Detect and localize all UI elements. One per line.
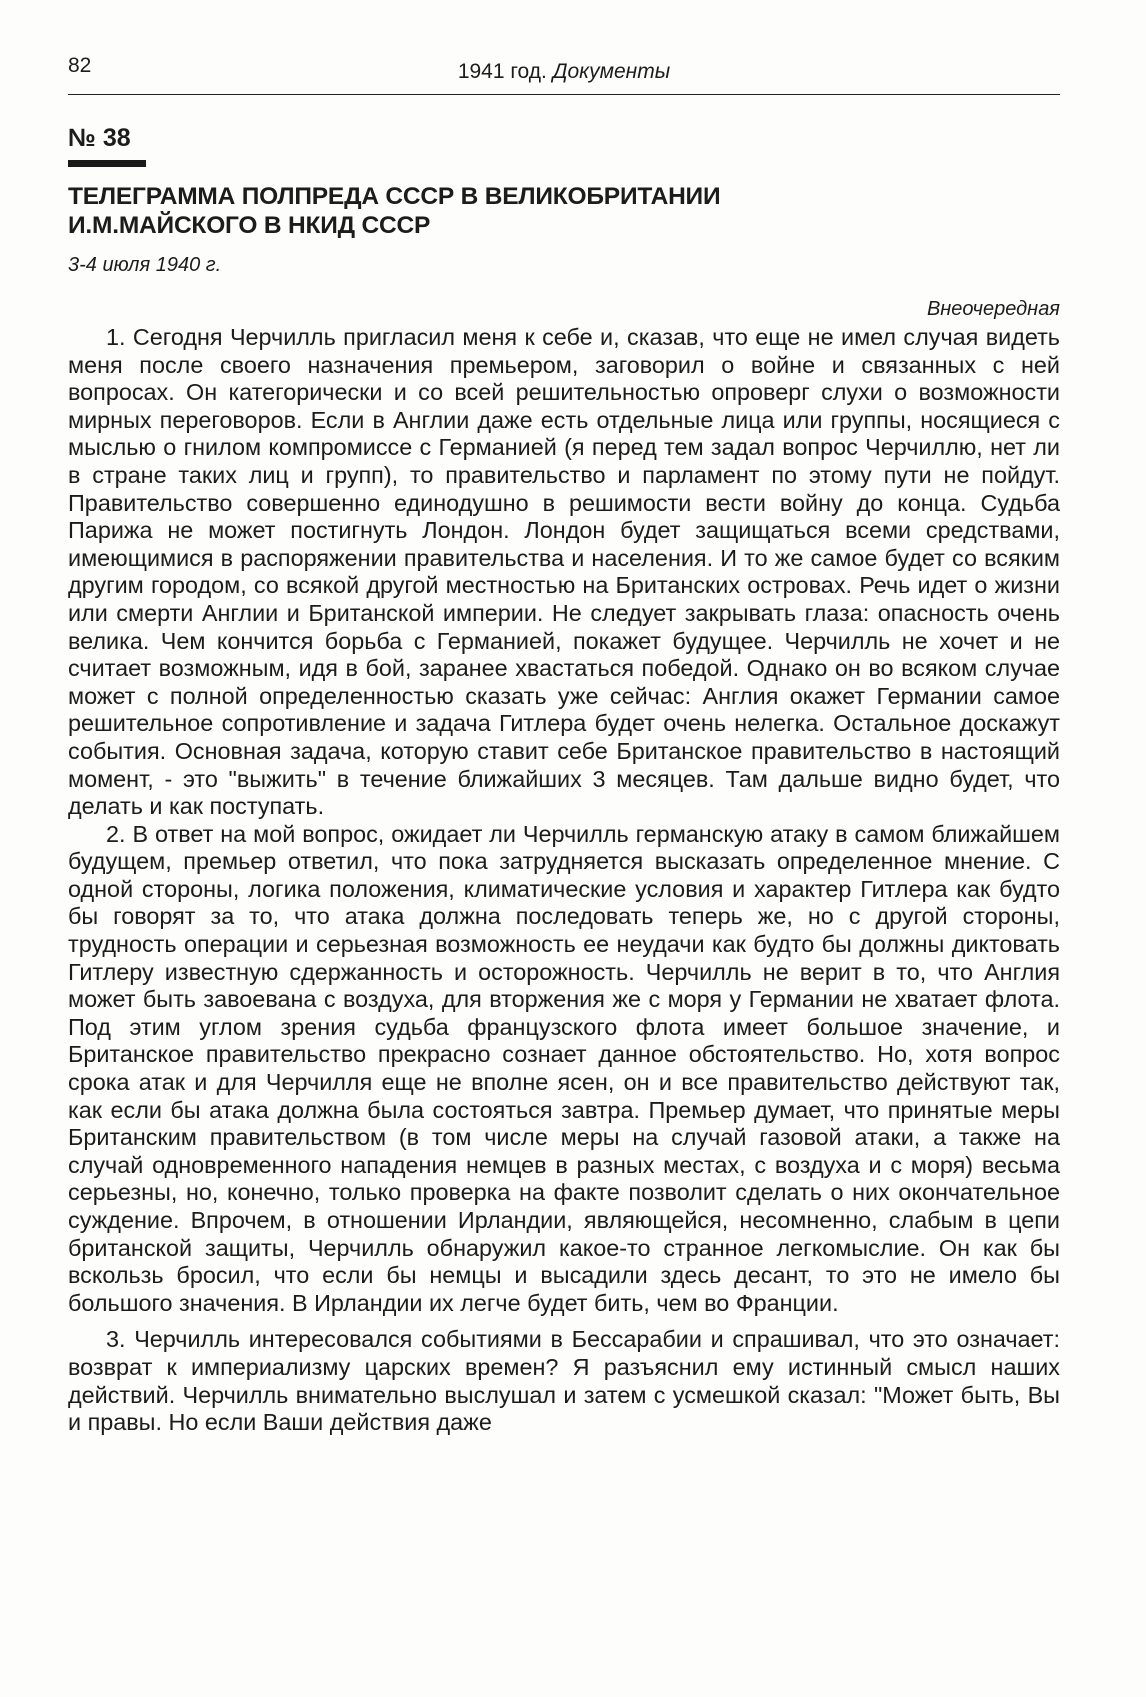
paragraph-2: 2. В ответ на мой вопрос, ожидает ли Черчилль германскую атаку в самом ближайшем будущем, премьер ответил, что пока затрудняется высказать определенное мнение. С одной стороны, логика положения, климатические условия и характер Гитлера как будто бы говорят за то, что атака должна последовать теперь же, но с другой стороны, трудность операции и серьезная возможность ее неудачи как будто бы должны диктовать Гитлеру известную сдержанность и осторожность. Черчилль не верит в то, что Англия может быть завоевана с воздуха, для вторжения же с моря у Германии не хватает флота. Под этим углом зрения судьба французского флота имеет большое значение, и Британское правительство прекрасно сознает данное обстоятельство. Но, хотя вопрос срока атак и для Черчилля еще не вполне ясен, он и все правительство действуют так, как если бы атака должна была состояться завтра. Премьер думает, что принятые меры Британским правительством (в том числе меры на случай газовой атаки, а также на случай одновременного нападения немцев в разных местах, с воздуха и с моря) весьма серьезны, но, конечно, только проверка на факте позволит сделать о них окончательное суждение. Впрочем, в отношении Ирландии, являющейся, несомненно, слабым в цепи британской защиты, Черчилль обнаружил какое-то странное легкомыслие. Он как бы вскользь бросил, что если бы немцы и высадили здесь десант, то это не имело бы большого значения. В Ирландии их легче будет бить, чем во Франции. bbox=[68, 820, 1060, 1316]
running-title-section: Документы bbox=[552, 60, 671, 83]
paragraph-3: 3. Черчилль интересовался событиями в Бессарабии и спрашивал, что это означает: возврат к империализму царских времен? Я разъяснил ему истинный смысл наших действий. Черчилль внимательно выслушал и затем с усмешкой сказал: "Может быть, Вы и правы. Но если Ваши действия даже bbox=[68, 1326, 1060, 1436]
paragraph-1: 1. Сегодня Черчилль пригласил меня к себе и, сказав, что еще не имел случая видеть меня после своего назначения премьером, заговорил о войне и связанных с ней вопросах. Он категорически и со всей решительностью опроверг слухи о возможности мирных переговоров. Если в Англии даже есть отдельные лица или группы, носящиеся с мыслью о гнилом компромиссе с Германией (я перед тем задал вопрос Черчиллю, нет ли в стране таких лиц и групп), то правительство и парламент по этому пути не пойдут. Правительство совершенно единодушно в решимости вести войну до конца. Судьба Парижа не может постигнуть Лондон. Лондон будет защищаться всеми средствами, имеющимися в распоряжении правительства и населения. И то же самое будет со всяким другим городом, со всякой другой местностью на Британских островах. Речь идет о жизни или смерти Англии и Британской империи. Не следует закрывать глаза: опасность очень велика. Чем кончится борьба с Германией, покажет будущее. Черчилль не хочет и не считает возможным, идя в бой, заранее хвастаться победой. Однако он во всяком случае может с полной определенностью сказать уже сейчас: Англия окажет Германии самое решительное сопротивление и задача Гитлера будет очень нелегка. Остальное доскажут события. Основная задача, которую ставит себе Британское правительство в настоящий момент, - это "выжить" в течение ближайших 3 месяцев. Там дальше видно будет, что делать и как поступать. bbox=[68, 324, 1060, 820]
page-number: 82 bbox=[68, 54, 92, 77]
document-title-line-2: И.М.МАЙСКОГО В НКИД СССР bbox=[68, 212, 431, 239]
running-header bbox=[68, 52, 1060, 95]
document-number: № 38 bbox=[68, 124, 131, 152]
document-number-rule bbox=[68, 160, 146, 167]
urgency-mark: Внеочередная bbox=[926, 298, 1060, 320]
running-title-year: 1941 год. bbox=[457, 60, 547, 83]
document-body bbox=[68, 324, 1060, 1437]
document-title-line-1: ТЕЛЕГРАММА ПОЛПРЕДА СССР В ВЕЛИКОБРИТАНИИ bbox=[68, 183, 721, 210]
document-title bbox=[68, 182, 968, 240]
document-date: 3-4 июля 1940 г. bbox=[68, 254, 222, 276]
running-title bbox=[68, 60, 1060, 84]
